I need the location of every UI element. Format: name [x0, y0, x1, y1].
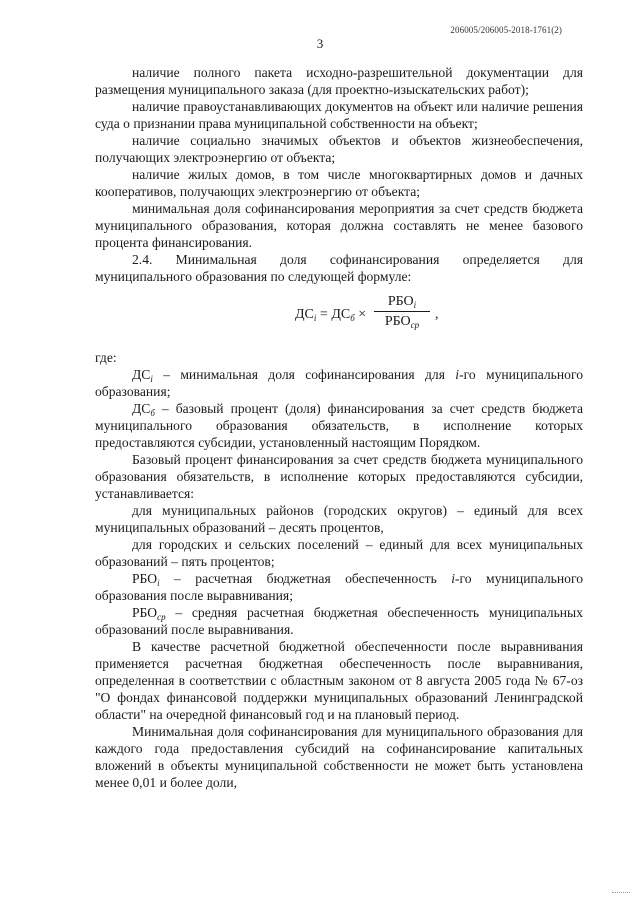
definition-rboi: $РБО_i$ – расчетная бюджетная обеспеченность i-го муниципального образования после выравнивания; [95, 571, 583, 603]
paragraph: В качестве расчетной бюджетной обеспеченности после выравнивания применяется расчетная бюджетная обеспеченность после выравнивания, определенная в соответствии с областным законом от 8 августа 2005 года № 67-оз "О фондах финансовой поддержки муниципальных образований Ленинградской области" на очередной финансовый год и на плановый период. [95, 639, 583, 722]
document-body [95, 64, 583, 791]
formula-comma: , [435, 307, 439, 322]
paragraph: наличие полного пакета исходно-разрешительной документации для размещения муниципального заказа (для проектно-изыскательских работ); [95, 65, 583, 97]
scan-artifact [612, 892, 630, 897]
paragraph: Минимальная доля софинансирования для муниципального образования для каждого года предоставления субсидий на софинансирование капитальных вложений в объекты муниципальной собственности не может быть установлена менее 0,01 и более доли, [95, 724, 583, 790]
formula-left-side: $ДС_i = ДС_б$ × [295, 307, 367, 323]
page-number: 3 [316, 36, 324, 51]
paragraph: для городских и сельских поселений – единый для всех муниципальных образований – пять процентов; [95, 537, 583, 569]
definition-dsb: $ДС_б$ – базовый процент (доля) финансирования за счет средств бюджета муниципального образования обязательств, в исполнение которых предоставляются субсидии, установленный настоящим Порядком. [95, 401, 583, 450]
paragraph: наличие жилых домов, в том числе многоквартирных домов и дачных кооперативов, получающих электроэнергию от объекта; [95, 167, 583, 199]
paragraph: наличие социально значимых объектов и объектов жизнеобеспечения, получающих электроэнергию от объекта; [95, 133, 583, 165]
where-label: где: [95, 350, 117, 365]
document-id: 206005/206005-2018-1761(2) [450, 25, 562, 35]
formula-fraction [374, 293, 430, 330]
definition-dsi: $ДС_i$ – минимальная доля софинансирования для i-го муниципального образования; [95, 367, 583, 399]
co-financing-formula [95, 289, 583, 343]
section-2-4-paragraph: 2.4. Минимальная доля софинансирования определяется для муниципального образования по следующей формуле: [95, 252, 583, 284]
paragraph: минимальная доля софинансирования мероприятия за счет средств бюджета муниципального образования, которая должна составлять не менее базового процента финансирования. [95, 201, 583, 250]
paragraph: наличие правоустанавливающих документов на объект или наличие решения суда о признании права муниципальной собственности на объект; [95, 99, 583, 131]
paragraph: для муниципальных районов (городских округов) – единый для всех муниципальных образований – десять процентов, [95, 503, 583, 535]
formula-numerator: $РБО_i$ [374, 293, 430, 312]
definition-rbosr: $РБО_{ср}$ – средняя расчетная бюджетная обеспеченность муниципальных образований после выравнивания. [95, 605, 583, 637]
paragraph: Базовый процент финансирования за счет средств бюджета муниципального образования обязательств, в исполнение которых предоставляются субсидии, устанавливается: [95, 452, 583, 501]
formula-denominator: $РБО_{ср}$ [384, 314, 420, 330]
